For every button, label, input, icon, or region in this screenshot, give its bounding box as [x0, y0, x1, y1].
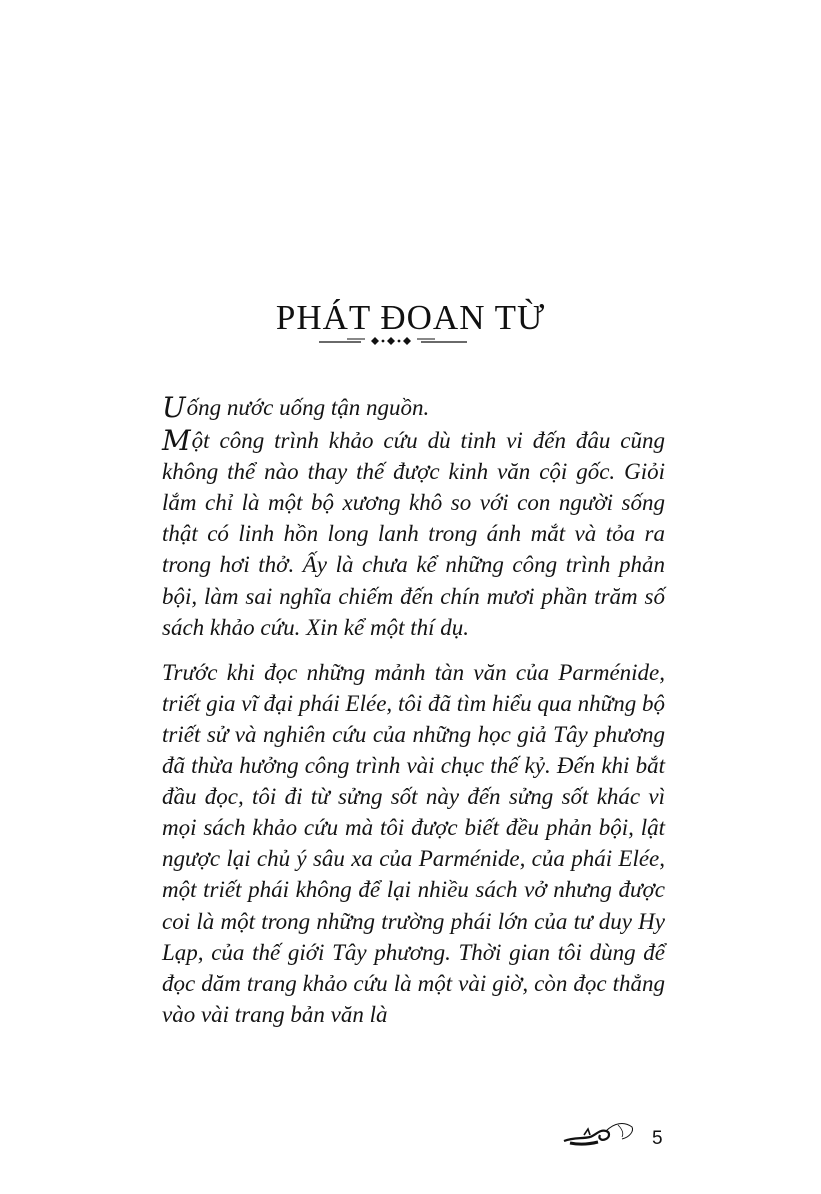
paragraph-third: Trước khi đọc những mảnh tàn văn của Parménide, triết gia vĩ đại phái Elée, tôi đã tìm hiểu qua những bộ triết sử và nghiên cứu của những học giả Tây phương đã thừa hưởng công trình vài chục thế kỷ. Đến khi bắt đầu đọc, tôi đi từ sửng sốt này đến sửng sốt khác vì mọi sách khảo cứu mà tôi được biết đều phản bội, lật ngược lại chủ ý sâu xa của Parménide, của phái Elée, một triết phái không để lại nhiều sách vở nhưng được coi là một trong những trường phái lớn của tư duy Hy Lạp, của thế giới Tây phương. Thời gian tôi dùng để đọc dăm trang khảo cứu là một vài giờ, còn đọc thẳng vào vài trang bản văn là: [162, 659, 665, 1027]
title-ornament-divider: [319, 333, 467, 349]
page-number: 5: [652, 1128, 663, 1149]
paragraph-second: [162, 425, 665, 643]
flourish-ornament-icon: [560, 1115, 638, 1155]
decorative-initial: U: [162, 391, 186, 424]
paragraph-text: ống nước uống tận nguồn.: [186, 395, 430, 420]
chapter-body: [162, 392, 665, 1030]
chapter-title: PHÁT ĐOAN TỪ: [275, 298, 546, 337]
paragraph-opening: [162, 392, 665, 423]
decorative-initial: M: [162, 424, 191, 458]
paragraph-text: ột công trình khảo cứu dù tinh vi đến đâu cũng không thể nào thay thế được kinh văn cội gốc. Giỏi lắm chỉ là một bộ xương khô so với con người sống thật có linh hồn long lanh trong ánh mắt và tỏa ra trong hơi thở. Ấy là chưa kể những công trình phản bội, làm sai nghĩa chiếm đến chín mươi phần trăm số sách khảo cứu. Xin kể một thí dụ.: [162, 428, 665, 640]
